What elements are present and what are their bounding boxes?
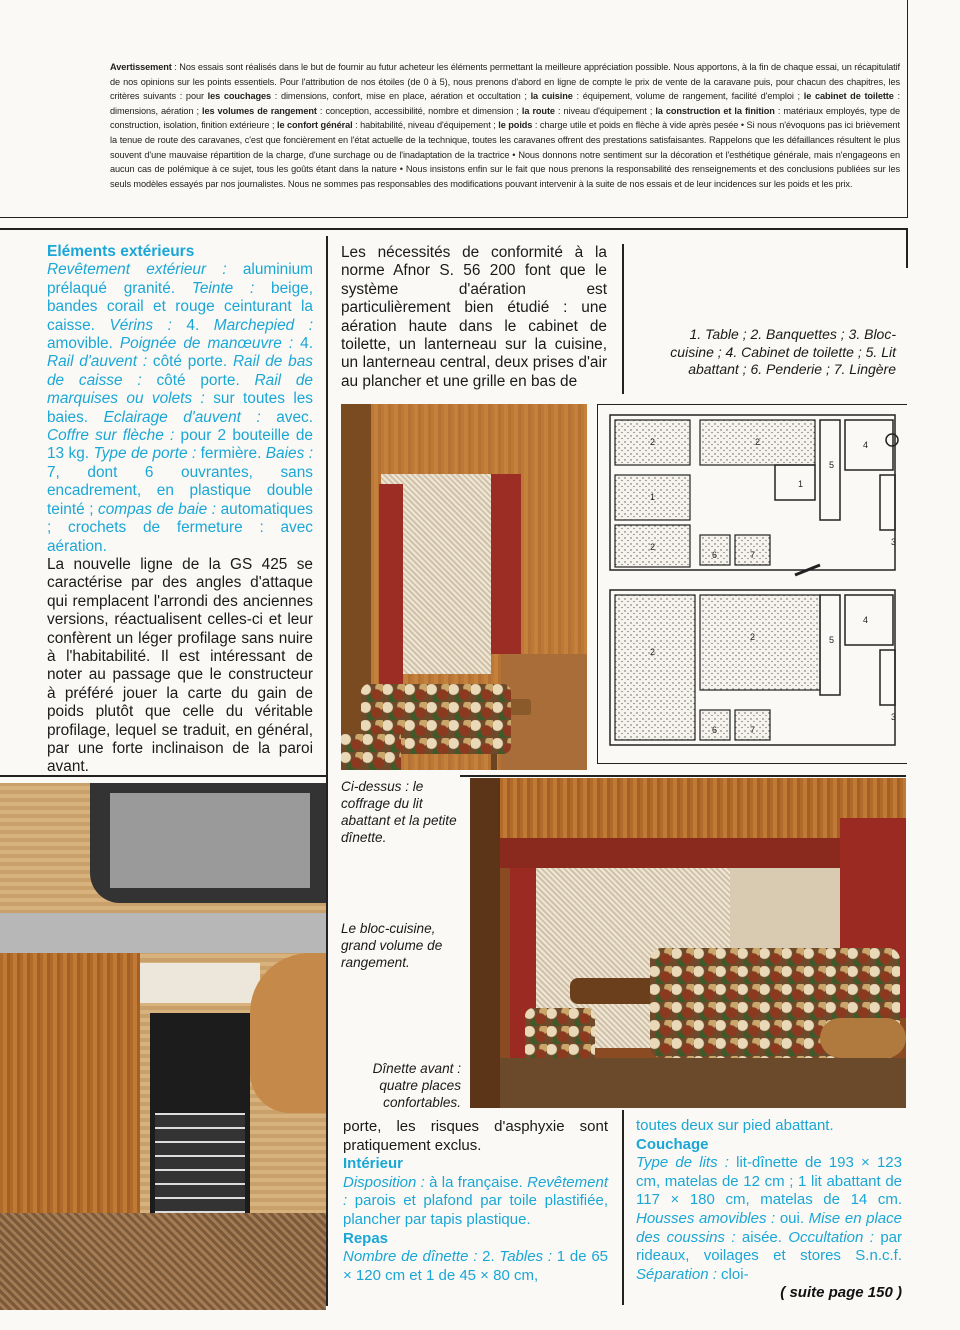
spec-key: Revêtement extérieur : [47, 261, 227, 279]
plan-b-label-7: 7 [750, 725, 756, 735]
spec-value: côté porte. [141, 371, 255, 389]
floorplan-dinette-mode [610, 415, 898, 575]
plan-b-label-6: 6 [712, 725, 718, 735]
spec-value: pour 2 bouteille de 13 kg. [47, 427, 313, 463]
heading-meals: Repas [343, 1229, 389, 1247]
sleeping-spec-list [636, 1154, 902, 1284]
spec-key: Type de porte : [93, 445, 197, 463]
plan-a-label-1: 1 [798, 479, 804, 489]
warning-text: Avertissement : Nos essais sont réalisés dans le but de fournir au futur acheteur les éléments permettant la meilleure appréciation possible. Nous apportons, à la fin de chaque essai, un récapitulatif de nos opinions sur les points essentiels. Pour l'attribution de nos étoiles (de 0 à 5), nous prenons d'abord en ligne de compte le prix de vente de la caravane puis, pour chacun des chapitres, les critères suivants : pour les couchages : dimensions, confort, mise en place, aération et occultation ; la cuisine : équipement, volume de rangement, facilité d'emploi ; le cabinet de toilette : dimensions, aération ; les volumes de rangement : conception, accessibilité, nombre et dimension ; la route : niveau d'équipement ; la construction et la finition : matériaux employés, type de construction, isolation, finition extérieure ; le confort général : habitabilité, niveau d'équipement ; le poids : charge utile et poids en flèche à vide après pesée • Si nous n'évoquons pas ici brièvement la tenue de route des caravanes, c'est que foncièrement en l'état actuelle de la technique, toutes les caravanes offrent des prestations satisfaisantes. Rappelons que les défaillances résultent le plus souvent d'une mauvaise répartition de la charge, d'une surchage ou de l'inadaptation de la tractrice • Nous donnons notre sentiment sur la décoration et l'esthétique générale, mais n'engageons en aucun cas de polémique à ce sujet, tous les goûts étant dans la nature • Nous insistons enfin sur le fait que nous prenons la responsabilité des renseignements et des conclusions publiées sur les seuls modèles essayés par nos journalistes. Nous ne sommes pas responsables des modifications pouvant intervenir à la suite de nos essais et de leur incidences sur les poids et les prix. [110, 62, 900, 189]
spec-value: parois et plafond par toile plastifiée, plancher par tapis plastique. [343, 1192, 608, 1228]
photo-dinette-small [341, 404, 587, 770]
spec-key: Mise en place des coussins : [636, 1209, 902, 1246]
spec-value: lit-dînette de 193 × 123 cm, matelas de 12 cm ; 1 lit abattant de 117 × 180 cm, matelas de 14 cm. [636, 1154, 902, 1209]
spec-key: Séparation : [636, 1265, 717, 1283]
caption-front-dinette: Dînette avant : quatre places confortables. [372, 1061, 461, 1110]
plan-a-label-7: 7 [750, 550, 756, 560]
floorplan-diagram [605, 410, 905, 760]
spec-value: beige, bandes corail et rouge ceinturant la caisse. [47, 279, 313, 334]
spec-key: Rail d'auvent : [47, 353, 148, 371]
ventilation-paragraph: Les nécessités de conformité à la norme Afnor S. 56 200 font que le système d'aération est particulièrement bien étudié : une aération haute dans le cabinet de toilette, un lanterneau sur la cuisine, un lanterneau central, deux prises d'air au plancher et une grille en bas de [341, 244, 607, 390]
warning-label: Avertissement [110, 62, 172, 72]
spec-key: Type de lits : [636, 1154, 729, 1172]
column-interior [343, 1118, 608, 1285]
continued-link[interactable]: ( suite page 150 ) [780, 1284, 902, 1302]
meals-spec-list [343, 1248, 608, 1285]
column-rule-right [622, 244, 624, 394]
photo-kitchen [0, 783, 326, 1310]
spec-key: Poignée de manœuvre : [119, 335, 294, 353]
column-rule-left [326, 236, 328, 1306]
plan-a-label-2c: 2 [650, 542, 656, 552]
plan-b-label-4: 4 [863, 615, 869, 625]
spec-key: Housses amovibles : [636, 1209, 776, 1227]
spec-value: 4. [171, 316, 214, 334]
spec-key: Teinte : [191, 279, 255, 297]
spec-value: 4. [293, 335, 313, 353]
plan-b-label-2a: 2 [650, 647, 656, 657]
heading-interior: Intérieur [343, 1155, 404, 1173]
spec-key: Baies : [265, 445, 313, 463]
spec-value: cloi- [716, 1265, 749, 1283]
spec-value: 1 de 65 × 120 cm et 1 de 45 × 80 cm, [343, 1248, 609, 1284]
plan-a-label-1b: 1 [650, 492, 656, 502]
heading-exterior: Eléments extérieurs [47, 243, 195, 260]
plan-b-label-3: 3 [891, 712, 897, 722]
column-sleeping [636, 1117, 902, 1303]
plan-a-label-3: 3 [891, 537, 897, 547]
spec-value: à la française. [424, 1173, 528, 1191]
spec-value: aluminium prélaqué granité. [47, 261, 314, 297]
section-rule-right [460, 775, 906, 777]
spec-key: Coffre sur flèche : [47, 427, 175, 445]
spec-key: Disposition : [343, 1173, 425, 1191]
spec-key: Occultation : [788, 1228, 874, 1246]
spec-key: Marchepied : [213, 316, 313, 334]
column-rule-bottom [622, 1110, 624, 1305]
spec-value: par rideaux, voilages et stores S.n.c.f. [636, 1228, 902, 1265]
spec-value: sur toutes les baies. [47, 390, 313, 426]
spec-value: fermière. [196, 445, 266, 463]
plan-a-label-6: 6 [712, 550, 718, 560]
spec-value: 2. [477, 1248, 500, 1266]
spec-key: Rail de bas de caisse : [47, 353, 313, 389]
spec-value: 7, dont 6 ouvrantes, sans encadrement, en plastique double teinté ; [47, 463, 313, 518]
spec-key: Nombre de dînette : [343, 1248, 478, 1266]
spec-value: côté porte. [147, 353, 233, 371]
photo-front-dinette [470, 778, 906, 1108]
spec-key: Rail de marquises ou volets : [47, 371, 313, 408]
exterior-spec-list [47, 261, 313, 556]
interior-spec-list [343, 1174, 608, 1230]
interior-lead: porte, les risques d'asphyxie sont pratiquement exclus. [343, 1118, 608, 1154]
spec-value: automatiques ; crochets de fermeture : avec aération. [47, 500, 313, 555]
sleeping-lead: toutes deux sur pied abattant. [636, 1117, 834, 1134]
column-exterior [47, 243, 313, 777]
frame-top-rule [0, 228, 908, 230]
spec-key: Eclairage d'auvent : [103, 408, 261, 426]
spec-key: Vérins : [109, 316, 172, 334]
plan-a-label-5: 5 [829, 460, 835, 470]
floorplan-caption: 1. Table ; 2. Banquettes ; 3. Bloc-cuisine ; 4. Cabinet de toilette ; 5. Lit abattant ; 6. Penderie ; 7. Lingère [670, 326, 896, 377]
plan-b-label-5: 5 [829, 635, 835, 645]
spec-value: avec. [260, 408, 313, 426]
plan-b-label-2b: 2 [750, 632, 756, 642]
spec-value: aisée. [735, 1228, 789, 1246]
plan-a-label-4: 4 [863, 440, 869, 450]
floorplan-bed-mode [610, 590, 896, 745]
heading-sleeping: Couchage [636, 1135, 709, 1153]
spec-value: amovible. [47, 335, 120, 353]
spec-key: compas de baie : [98, 500, 217, 518]
plan-a-label-2b: 2 [755, 437, 761, 447]
spec-key: Revêtement : [343, 1173, 608, 1210]
caption-kitchen: Le bloc-cuisine, grand volume de rangement. [341, 921, 443, 970]
spec-key: Tables : [499, 1248, 552, 1266]
plan-a-label-2a: 2 [650, 437, 656, 447]
column-ventilation [341, 244, 607, 391]
frame-right-rule [906, 228, 908, 268]
exterior-paragraph: La nouvelle ligne de la GS 425 se caractérise par des angles d'attaque qui remplacent l'arrondi des anciennes versions, réactualisent celles-ci et leur confèrent un léger profilage sans nuire à l'habitabilité. Il est intéressant de noter au passage que le constructeur à préféré jouer la carte du gain de poids plutôt que celle du véritable profilage, lequel se traduit, en général, par une forte inclinaison de la paroi avant. [47, 555, 313, 776]
caption-bed-box: Ci-dessus : le coffrage du lit abattant et la petite dînette. [341, 779, 457, 845]
spec-value: oui. [775, 1209, 809, 1227]
